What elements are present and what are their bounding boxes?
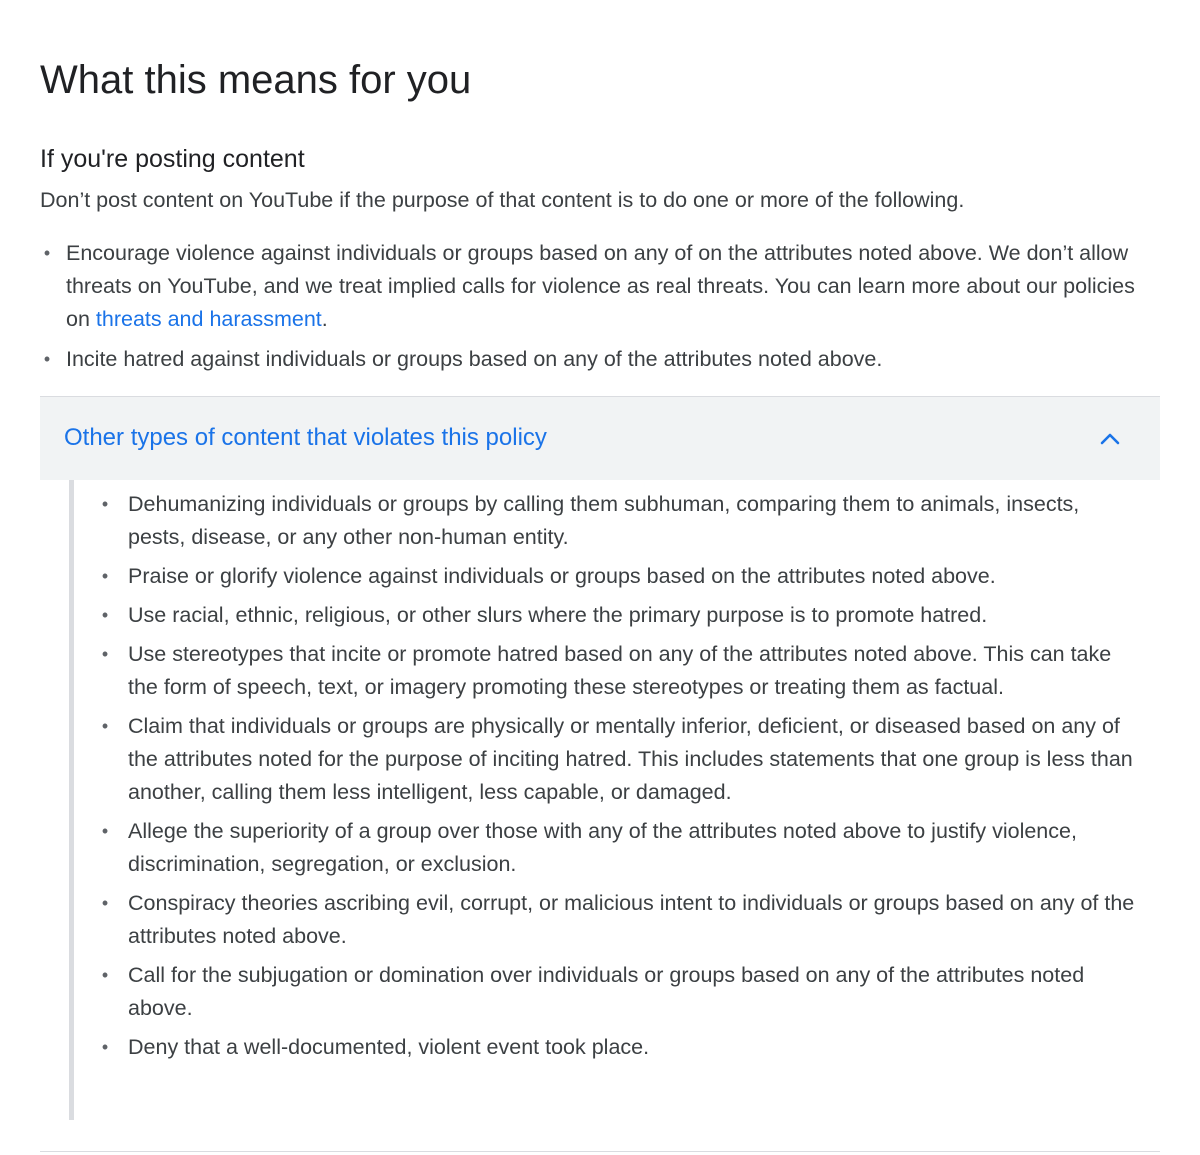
bullet-icon: •	[101, 644, 109, 664]
page-title: What this means for you	[40, 58, 472, 102]
posting-bullet-list	[40, 237, 1160, 383]
bullet-icon: •	[101, 494, 109, 514]
list-item-text: Praise or glorify violence against individuals or groups based on the attributes noted above.	[128, 564, 996, 588]
list-item-text: Use racial, ethnic, religious, or other slurs where the primary purpose is to promote hatred.	[128, 603, 988, 627]
list-item-text: Conspiracy theories ascribing evil, corrupt, or malicious intent to individuals or groups based on any of the attributes noted above.	[128, 891, 1135, 948]
accordion-title[interactable]: Other types of content that violates this policy	[64, 424, 547, 451]
list-item	[98, 959, 1138, 1025]
list-item	[98, 887, 1138, 953]
list-item-text: Encourage violence against individuals or groups based on any of on the attributes noted above. We don’t allow threats on YouTube, and we treat implied calls for violence as real threats. You can learn more about our policies on	[66, 241, 1135, 331]
bullet-icon: •	[101, 716, 109, 736]
divider	[40, 1151, 1160, 1152]
bullet-icon: •	[101, 605, 109, 625]
posting-intro: Don’t post content on YouTube if the purpose of that content is to do one or more of the following.	[40, 188, 965, 212]
chevron-up-icon[interactable]	[1098, 427, 1122, 451]
list-item	[98, 638, 1138, 704]
list-item	[98, 488, 1138, 554]
list-item	[40, 237, 1160, 336]
bullet-icon: •	[101, 566, 109, 586]
bullet-icon: •	[101, 821, 109, 841]
bullet-icon: •	[101, 965, 109, 985]
list-item-text: Claim that individuals or groups are physically or mentally inferior, deficient, or diseased based on any of the attributes noted for the purpose of inciting hatred. This includes statements that one group is less than another, calling them less intelligent, less capable, or damaged.	[128, 714, 1133, 804]
list-item	[98, 599, 1138, 632]
bullet-icon: •	[43, 349, 51, 369]
accordion-body	[69, 480, 1160, 1120]
section-heading-posting: If you're posting content	[40, 145, 305, 173]
list-item-text: Dehumanizing individuals or groups by calling them subhuman, comparing them to animals, insects, pests, disease, or any other non-human entity.	[128, 492, 1080, 549]
list-item	[98, 815, 1138, 881]
list-item	[98, 1031, 1138, 1064]
accordion-header[interactable]	[40, 396, 1160, 480]
violation-list	[98, 488, 1138, 1070]
bullet-icon: •	[43, 243, 51, 263]
list-item	[98, 560, 1138, 593]
bullet-icon: •	[101, 893, 109, 913]
threats-harassment-link[interactable]: threats and harassment	[95, 307, 322, 331]
list-item	[98, 710, 1138, 809]
bullet-icon: •	[101, 1037, 109, 1057]
list-item-text-end: .	[321, 307, 328, 331]
list-item-text: Allege the superiority of a group over those with any of the attributes noted above to justify violence, discrimination, segregation, or exclusion.	[128, 819, 1077, 876]
list-item-text: Deny that a well-documented, violent event took place.	[128, 1035, 650, 1059]
list-item-text: Use stereotypes that incite or promote hatred based on any of the attributes noted above. This can take the form of speech, text, or imagery promoting these stereotypes or treating them as factual.	[128, 642, 1112, 699]
list-item-text: Incite hatred against individuals or groups based on any of the attributes noted above.	[66, 347, 883, 371]
list-item	[40, 343, 1160, 376]
list-item-text: Call for the subjugation or domination over individuals or groups based on any of the attributes noted above.	[128, 963, 1085, 1020]
